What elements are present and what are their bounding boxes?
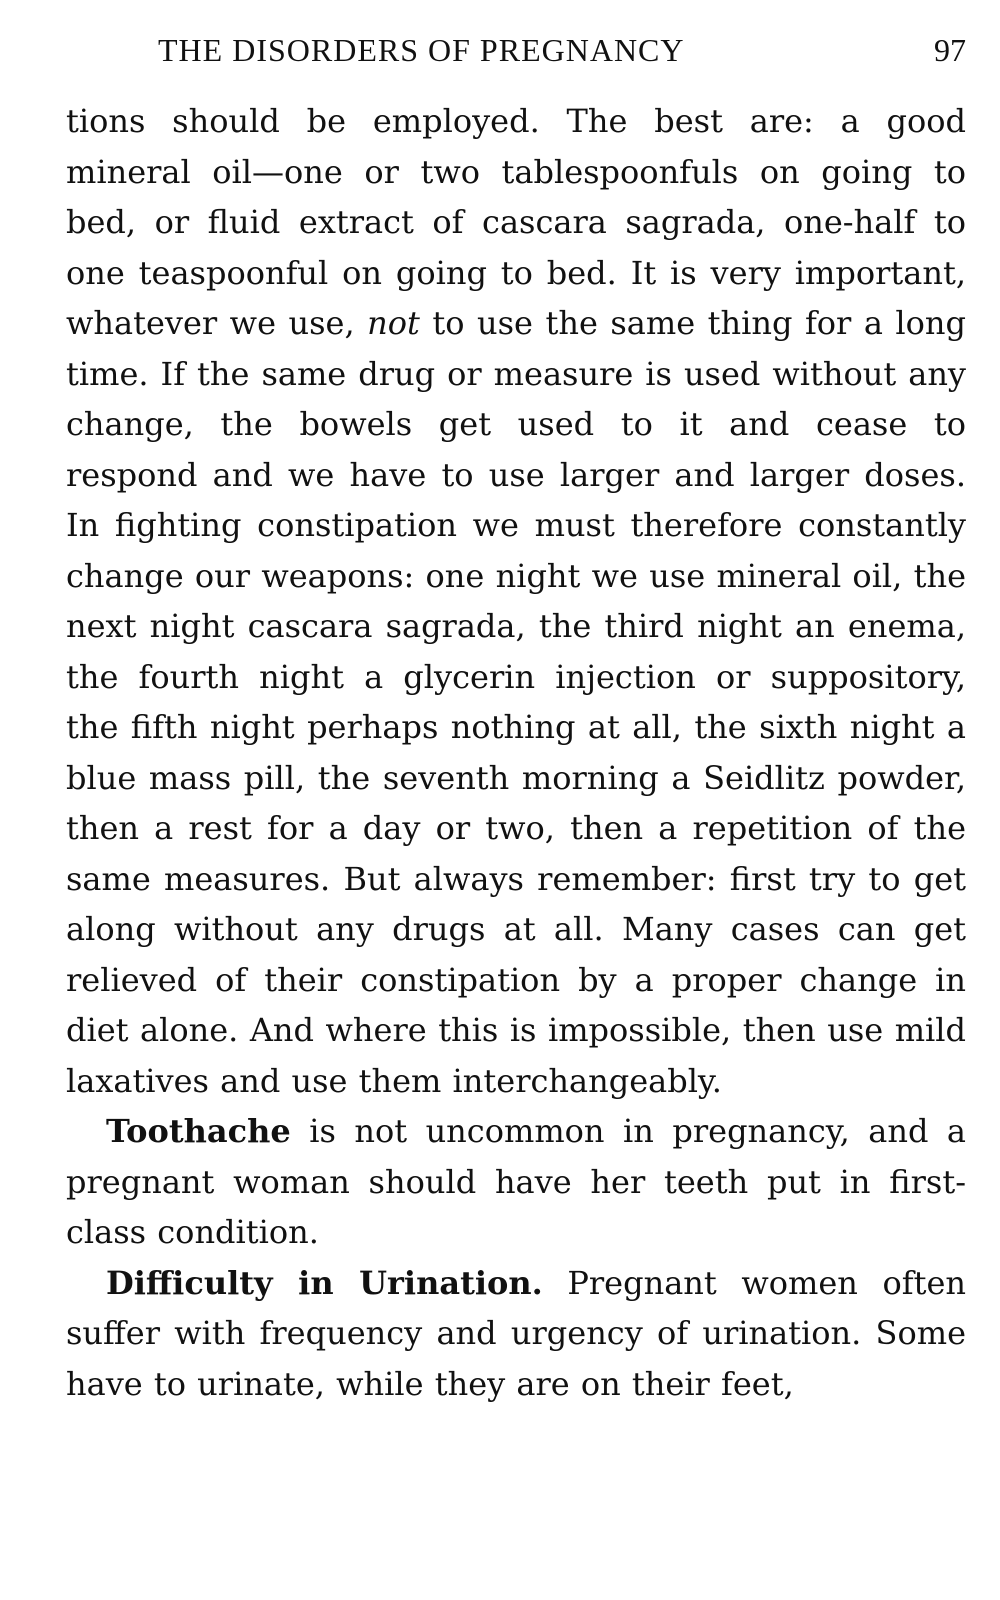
paragraph-text: Pregnant women often suffer with frequency and urgency of urination. Some have to urinate, while they are on their feet,	[66, 1263, 967, 1403]
running-title: THE DISORDERS OF PREGNANCY	[158, 32, 685, 68]
page-number: 97	[934, 32, 966, 68]
paragraph-text: tions should be employed. The best are: a good mineral oil—one or two tablespoonfuls on going to bed, or fluid extract of cascara sagrada, one-half to one teaspoonful on going to bed. It is very important, whatever we use,	[66, 102, 966, 342]
run-in-heading-urination: Difficulty in Urination.	[106, 1263, 543, 1302]
running-head	[66, 28, 966, 78]
paragraph-constipation	[66, 96, 966, 1106]
paragraph-toothache	[66, 1106, 966, 1258]
emphasis-not: not	[367, 304, 420, 342]
book-page	[66, 28, 966, 1409]
paragraph-text: to use the same thing for a long time. If the same drug or measure is used without any change, the bowels get used to it and cease to respond and we have to use larger and larger doses. In fighting constipation we must therefore constantly change our weapons: one night we use mineral oil, the next night cascara sagrada, the third night an enema, the fourth night a glycerin injection or suppository, the fifth night perhaps nothing at all, the sixth night a blue mass pill, the seventh morning a Seidlitz powder, then a rest for a day or two, then a repetition of the same measures. But always remember: first try to get along without any drugs at all. Many cases can get relieved of their constipation by a proper change in diet alone. And where this is impossible, then use mild laxatives and use them interchangeably.	[66, 304, 967, 1100]
paragraph-urination	[66, 1258, 966, 1410]
paragraph-text: is not uncommon in pregnancy, and a pregnant woman should have her teeth put in first-class condition.	[66, 1112, 966, 1251]
run-in-heading-toothache: Toothache	[106, 1112, 291, 1150]
